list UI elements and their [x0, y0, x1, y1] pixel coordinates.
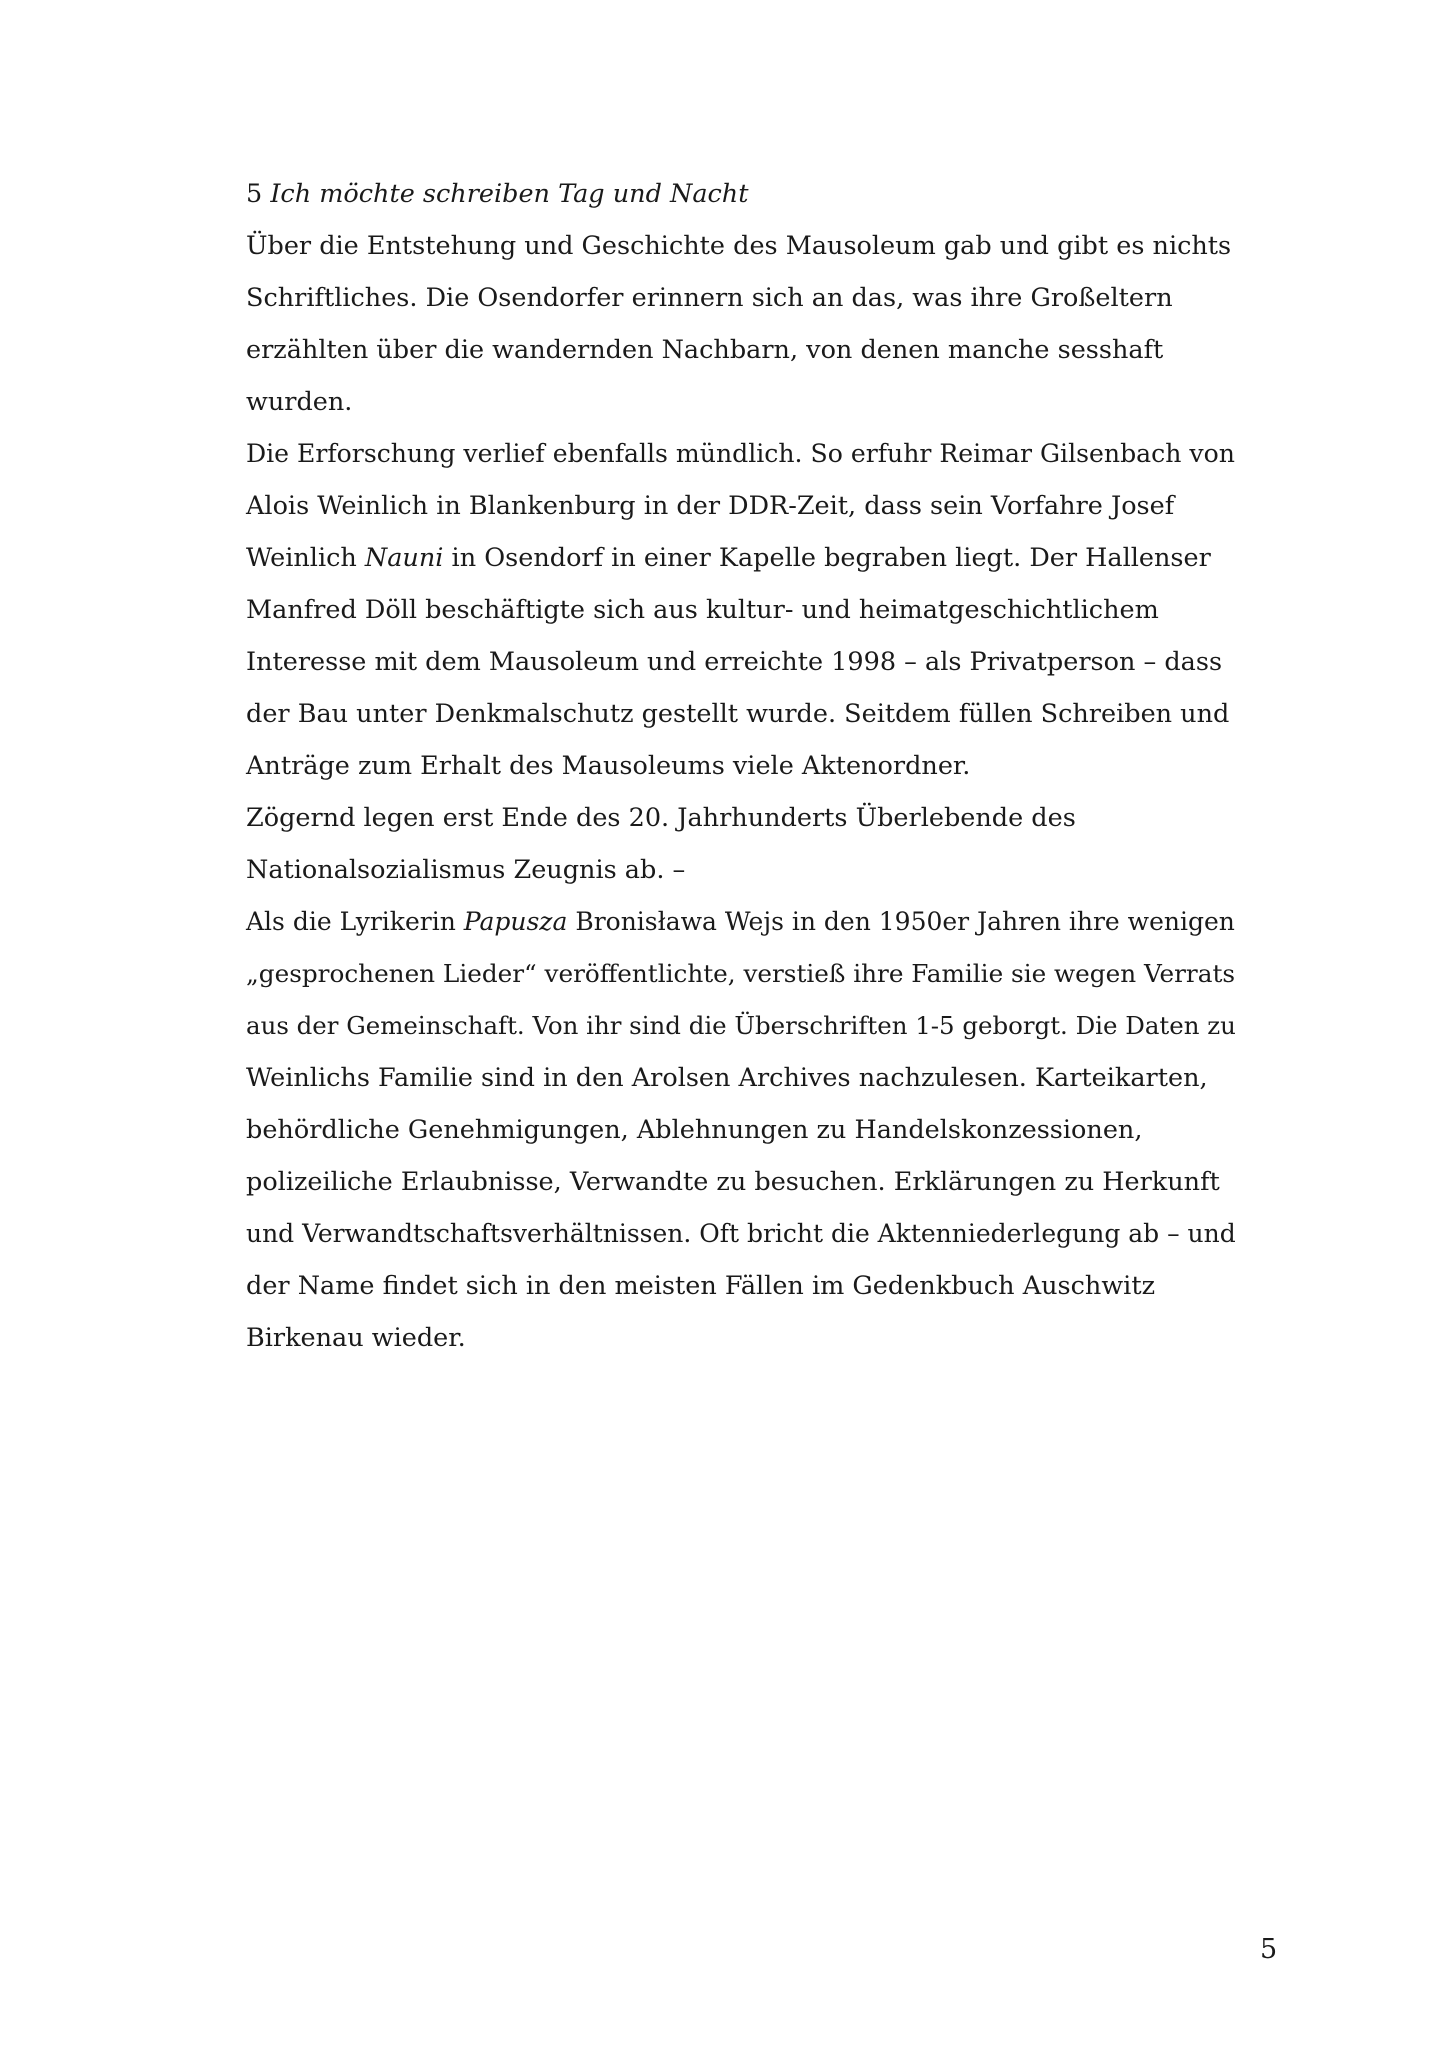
text-line: Die Erforschung verlief ebenfalls mündlich. So erfuhr Reimar Gilsenbach von — [246, 439, 1235, 468]
text-line: Zögernd legen erst Ende des 20. Jahrhunderts Überlebende des — [246, 803, 1076, 833]
text-line: „gesprochenen Lieder“ veröffentlichte, verstieß ihre Familie sie wegen Verrats — [246, 959, 1236, 988]
text-line: Nationalsozialismus Zeugnis ab. – — [246, 855, 686, 885]
text-segment: Als die Lyrikerin — [246, 907, 464, 936]
text-line: erzählten über die wandernden Nachbarn, von denen manche sesshaft — [246, 335, 1164, 365]
italic-name: Nauni — [364, 543, 444, 573]
text-line: Anträge zum Erhalt des Mausoleums viele Aktenordner. — [246, 751, 971, 781]
text-line — [246, 896, 1246, 948]
text-line: Weinlichs Familie sind in den Arolsen Archives nachzulesen. Karteikarten, — [246, 1063, 1208, 1093]
page-number: 5 — [1260, 1934, 1278, 1965]
italic-name: Papusza — [463, 907, 568, 936]
text-line: behördliche Genehmigungen, Ablehnungen zu Handelskonzessionen, — [246, 1115, 1143, 1145]
text-line: der Name findet sich in den meisten Fällen im Gedenkbuch Auschwitz — [246, 1271, 1155, 1301]
text-line: wurden. — [246, 387, 353, 417]
text-line: Alois Weinlich in Blankenburg in der DDR-Zeit, dass sein Vorfahre Josef — [246, 491, 1175, 521]
body-text — [246, 168, 1246, 1364]
heading-number: 5 — [246, 179, 263, 209]
heading-title: Ich möchte schreiben Tag und Nacht — [270, 179, 749, 209]
text-segment: in Osendorf in einer Kapelle begraben liegt. Der Hallenser — [443, 543, 1211, 573]
text-line: Schriftliches. Die Osendorfer erinnern sich an das, was ihre Großeltern — [246, 283, 1173, 313]
text-line: polizeiliche Erlaubnisse, Verwandte zu besuchen. Erklärungen zu Herkunft — [246, 1167, 1220, 1197]
text-line: der Bau unter Denkmalschutz gestellt wurde. Seitdem füllen Schreiben und — [246, 699, 1230, 729]
text-line: Über die Entstehung und Geschichte des Mausoleum gab und gibt es nichts — [246, 231, 1232, 261]
text-line — [246, 532, 1246, 584]
text-line: Birkenau wieder. — [246, 1323, 466, 1353]
text-line: Manfred Döll beschäftigte sich aus kultur- und heimatgeschichtlichem — [246, 595, 1159, 625]
text-segment: Bronisława Wejs in den 1950er Jahren ihre wenigen — [567, 907, 1235, 936]
text-line: und Verwandtschaftsverhältnissen. Oft bricht die Aktenniederlegung ab – und — [246, 1219, 1236, 1248]
text-line: aus der Gemeinschaft. Von ihr sind die Überschriften 1-5 geborgt. Die Daten zu — [246, 1011, 1236, 1040]
text-line: Interesse mit dem Mausoleum und erreichte 1998 – als Privatperson – dass — [246, 647, 1223, 677]
section-heading — [246, 168, 1246, 220]
text-segment: Weinlich — [246, 543, 365, 573]
